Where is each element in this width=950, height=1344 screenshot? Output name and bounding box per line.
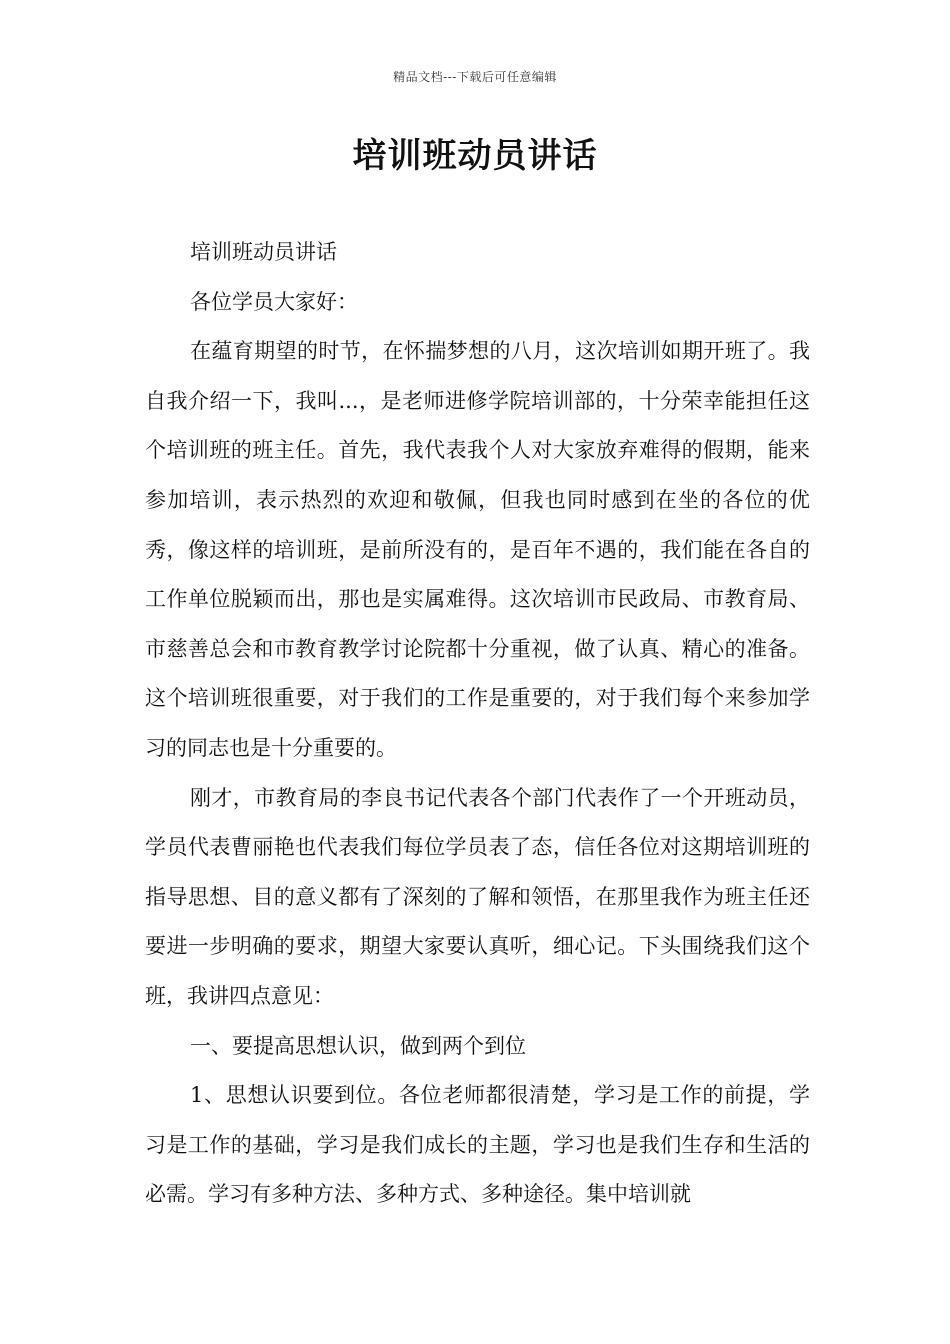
paragraph-point-1: 1、思想认识要到位。各位老师都很清楚，学习是工作的前提，学习是工作的基础，学习是我们成长的主题，学习也是我们生存和生活的必需。学习有多种方法、多种方式、多种途径。集中培训就 <box>145 1083 810 1207</box>
paragraph-subtitle: 培训班动员讲话 <box>190 240 337 264</box>
paragraph-introduction: 在蕴育期望的时节，在怀揣梦想的八月，这次培训如期开班了。我自我介绍一下，我叫...，是老师进修学院培训部的，十分荣幸能担任这个培训班的班主任。首先，我代表我个人对大家放弃难得的假期，能来参加培训，表示热烈的欢迎和敬佩，但我也同时感到在坐的各位的优秀，像这样的培训班，是前所没有的，是百年不遇的，我们能在各自的工作单位脱颖而出，那也是实属难得。这次培训市民政局、市教育局、市慈善总会和市教育教学讨论院都十分重视，做了认真、精心的准备。这个培训班很重要，对于我们的工作是重要的，对于我们每个来参加学习的同志也是十分重要的。 <box>145 339 810 760</box>
section-heading-1: 一、要提高思想认识，做到两个到位 <box>190 1033 526 1058</box>
paragraph-opening-remarks: 刚才，市教育局的李良书记代表各个部门代表作了一个开班动员，学员代表曹丽艳也代表我们每位学员表了态，信任各位对这期培训班的指导思想、目的意义都有了深刻的了解和领悟，在那里我作为班主任还要进一步明确的要求，期望大家要认真听，细心记。下头围绕我们这个班，我讲四点意见： <box>145 785 810 1008</box>
header-note: 精品文档---下载后可任意编辑 <box>393 70 557 84</box>
document-title: 培训班动员讲话 <box>352 136 598 176</box>
paragraph-greeting: 各位学员大家好： <box>190 289 358 314</box>
document-body <box>145 228 810 1220</box>
